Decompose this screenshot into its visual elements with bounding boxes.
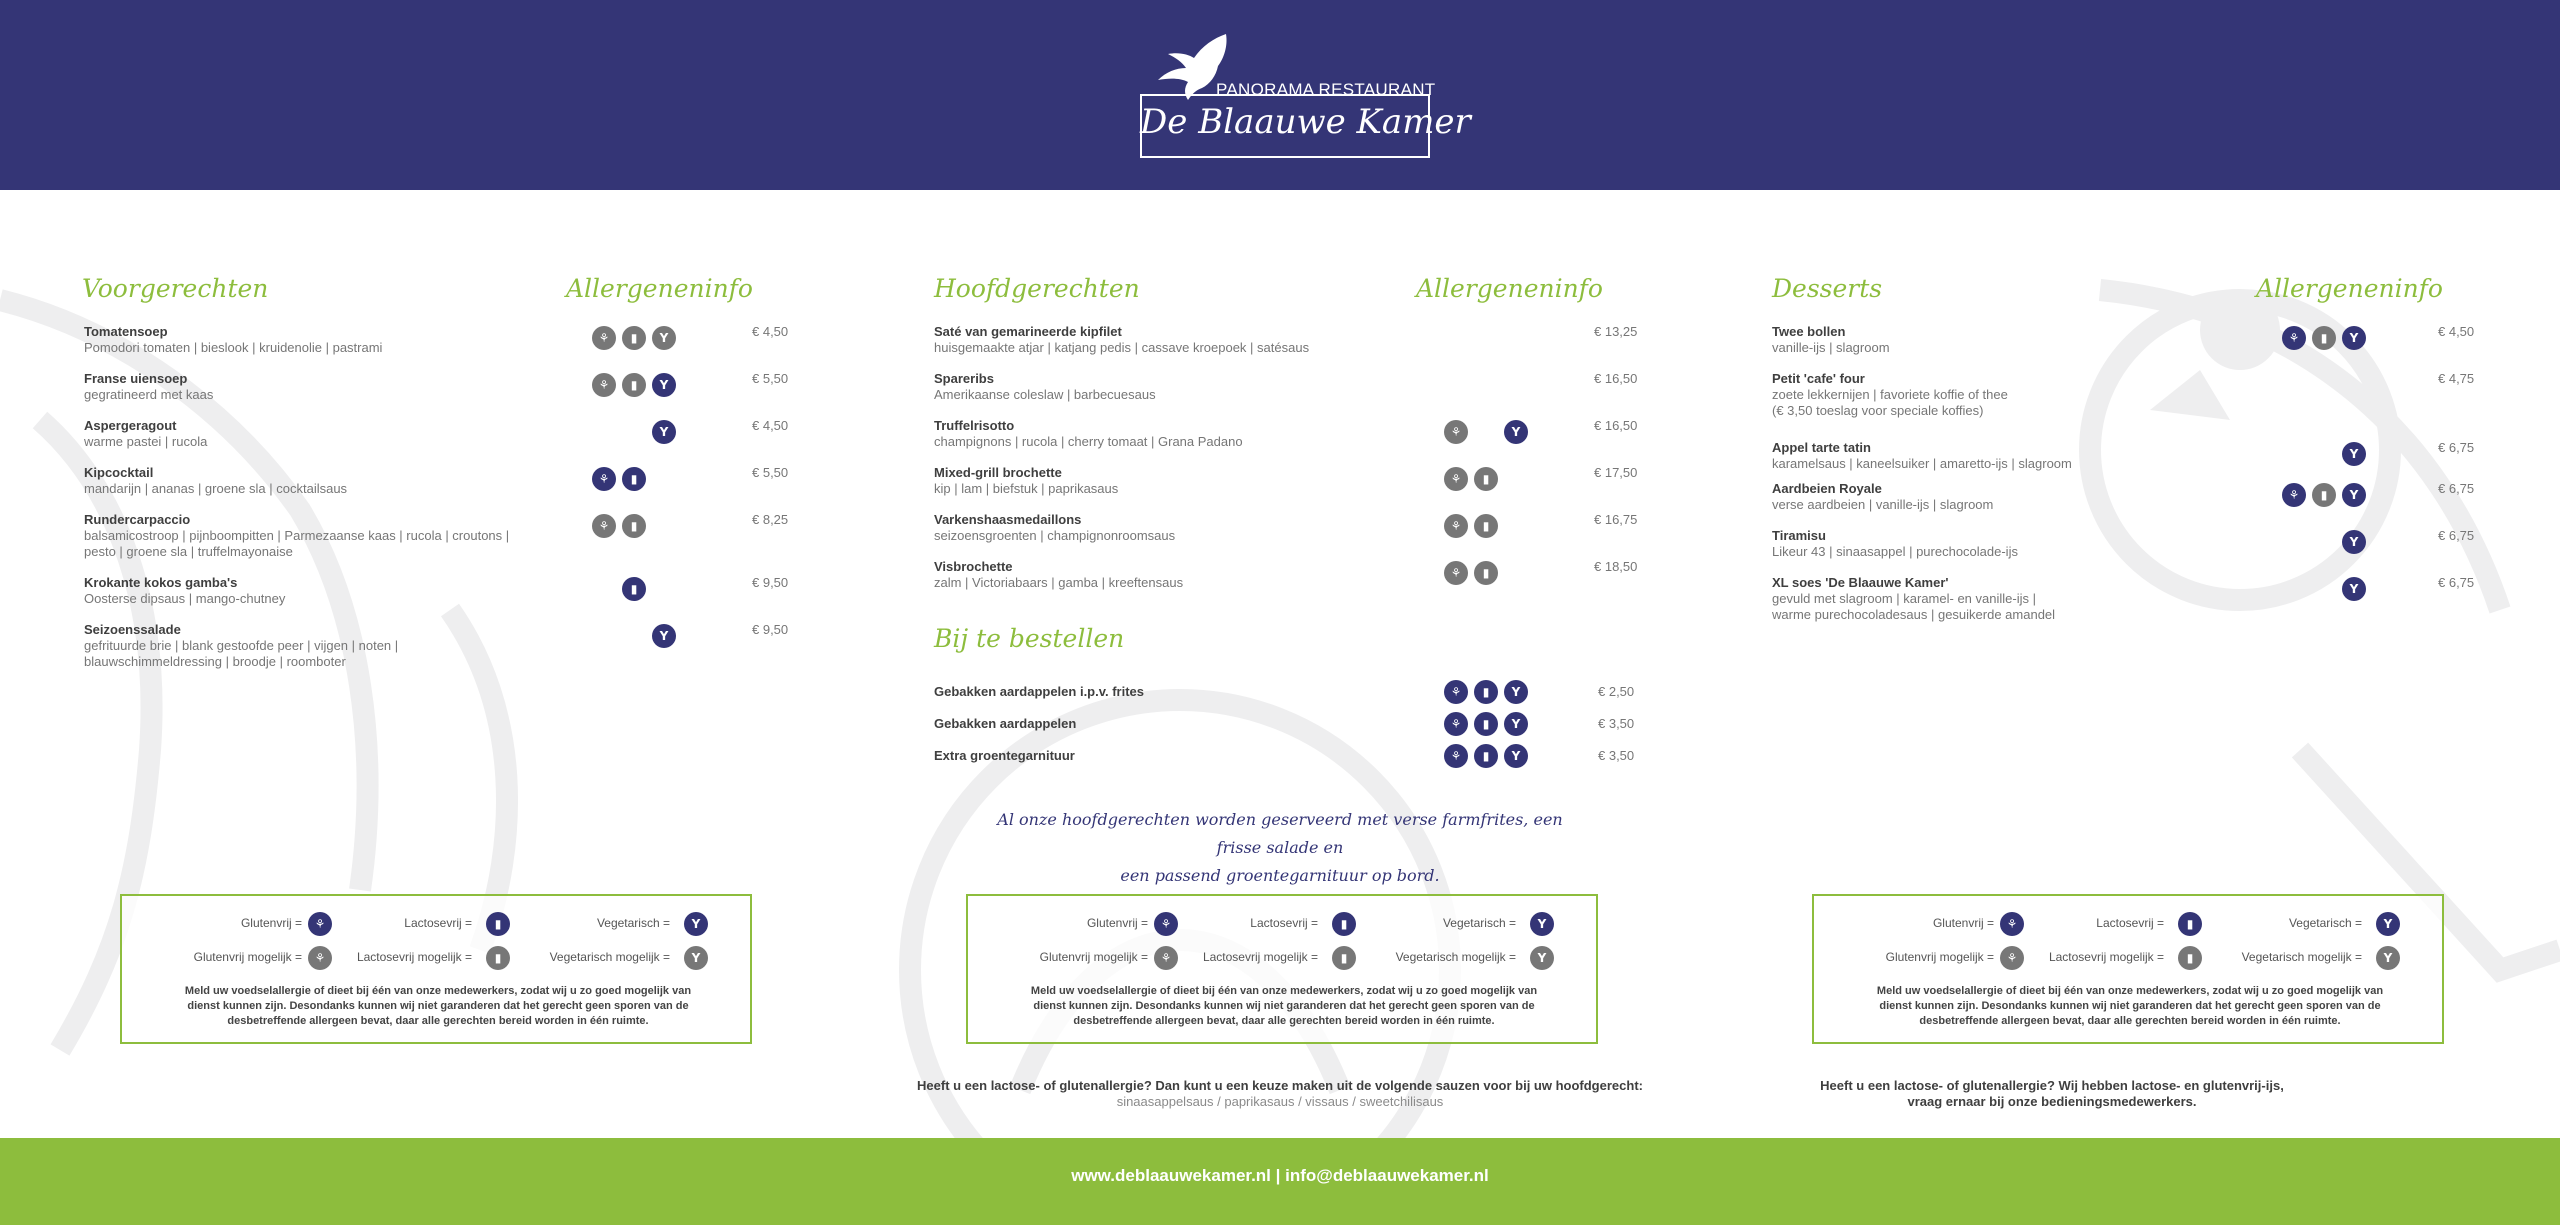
wheat-icon: ⚘ xyxy=(592,467,616,491)
allergen-icons xyxy=(592,326,682,350)
desserts-title: Desserts xyxy=(1772,274,1883,303)
menu-item xyxy=(84,622,398,670)
menu-item-price: € 13,25 xyxy=(1594,324,1638,339)
allergy-disclaimer: Meld uw voedselallergie of dieet bij één van onze medewerkers, zodat wij u zo goed mogelijk van dienst kunnen zijn. Desondanks kunnen wij niet garanderen dat het gerecht geen sporen van de desbetreffende allergeen bevat, daar alle gerechten bereid worden in één ruimte. xyxy=(1030,985,1538,1027)
milk-bottle-icon: ▮ xyxy=(486,946,510,970)
milk-bottle-icon: ▮ xyxy=(1332,912,1356,936)
milk-bottle-icon: ▮ xyxy=(622,514,646,538)
menu-item xyxy=(84,324,382,356)
menu-item xyxy=(1772,371,2008,419)
wheat-icon: ⚘ xyxy=(592,326,616,350)
logo-subtitle: PANORAMA RESTAURANT xyxy=(1216,80,1436,99)
wheat-icon: ⚘ xyxy=(1444,561,1468,585)
legend-label: Lactosevrij mogelijk = xyxy=(356,950,472,964)
menu-item-price: € 16,50 xyxy=(1594,371,1638,386)
legend-label: Lactosevrij = xyxy=(404,916,472,930)
leaf-icon: Y xyxy=(1504,712,1528,736)
side-dish-price: € 3,50 xyxy=(1598,716,1635,731)
legend-label: Vegetarisch mogelijk = xyxy=(549,950,670,964)
wheat-icon: ⚘ xyxy=(308,912,332,936)
allergen-icons xyxy=(2282,483,2372,507)
menu-item xyxy=(1772,324,1890,356)
sauce-note-options: sinaasappelsaus / paprikasaus / vissaus / sweetchilisaus xyxy=(1116,1094,1444,1109)
legend-label: Vegetarisch = xyxy=(596,916,670,930)
menu-item xyxy=(934,512,1175,544)
allergy-disclaimer: Meld uw voedselallergie of dieet bij één van onze medewerkers, zodat wij u zo goed mogelijk van dienst kunnen zijn. Desondanks kunnen wij niet garanderen dat het gerecht geen sporen van de desbetreffende allergeen bevat, daar alle gerechten bereid worden in één ruimte. xyxy=(184,985,692,1027)
menu-item-description: warme purechocoladesaus | gesuikerde amandel xyxy=(1772,607,2056,622)
menu-item-description: kip | lam | biefstuk | paprikasaus xyxy=(934,481,1119,496)
allergen-legend xyxy=(120,894,752,1044)
wheat-icon: ⚘ xyxy=(2000,946,2024,970)
legend-label: Lactosevrij mogelijk = xyxy=(2048,950,2164,964)
leaf-icon: Y xyxy=(2342,577,2366,601)
menu-item-price: € 5,50 xyxy=(752,465,789,480)
milk-bottle-icon: ▮ xyxy=(622,326,646,350)
leaf-icon: Y xyxy=(2342,442,2366,466)
milk-bottle-icon: ▮ xyxy=(1474,712,1498,736)
main-course-note xyxy=(990,806,1570,890)
menu-item xyxy=(1772,481,1993,513)
allergen-icons xyxy=(1444,561,1534,585)
menu-item-description: huisgemaakte atjar | katjang pedis | cassave kroepoek | satésaus xyxy=(934,340,1310,355)
menu-item-description: karamelsaus | kaneelsuiker | amaretto-ijs | slagroom xyxy=(1772,456,2072,471)
milk-bottle-icon: ▮ xyxy=(1474,467,1498,491)
wheat-icon: ⚘ xyxy=(1444,712,1468,736)
leaf-icon: Y xyxy=(2376,946,2400,970)
leaf-icon: Y xyxy=(1504,680,1528,704)
note-line-2: een passend groentegarnituur op bord. xyxy=(1120,866,1440,885)
menu-item-description: Pomodori tomaten | bieslook | kruidenolie | pastrami xyxy=(84,340,383,355)
legend-label: Glutenvrij = xyxy=(1932,916,1994,930)
menu-item xyxy=(84,371,213,403)
wheat-icon: ⚘ xyxy=(1444,744,1468,768)
menu-item-price: € 4,50 xyxy=(2438,324,2475,339)
wheat-icon: ⚘ xyxy=(1444,514,1468,538)
leaf-icon: Y xyxy=(1530,912,1554,936)
menu-item-description: blauwschimmeldressing | broodje | roomboter xyxy=(84,654,346,669)
allergen-icons xyxy=(592,420,682,444)
menu-item-description: champignons | rucola | cherry tomaat | Grana Padano xyxy=(934,434,1243,449)
menu-item-name: Tiramisu xyxy=(1772,528,1826,543)
menu-item-description: zalm | Victoriabaars | gamba | kreeftensaus xyxy=(934,575,1184,590)
menu-item-price: € 4,75 xyxy=(2438,371,2475,386)
legend-label: Glutenvrij mogelijk = xyxy=(1039,950,1148,964)
leaf-icon: Y xyxy=(1530,946,1554,970)
leaf-icon: Y xyxy=(652,420,676,444)
menu-item-price: € 9,50 xyxy=(752,575,789,590)
footer-bar xyxy=(0,1138,2560,1225)
allergen-icons xyxy=(592,624,682,648)
menu-item xyxy=(84,512,509,560)
menu-item xyxy=(1772,440,2072,472)
menu-item-description: gevuld met slagroom | karamel- en vanille-ijs | xyxy=(1772,591,2036,606)
menu-item-description: pesto | groene sla | truffelmayonaise xyxy=(84,544,293,559)
milk-bottle-icon: ▮ xyxy=(1474,680,1498,704)
starters-allergen-title: Allergeneninfo xyxy=(566,274,753,303)
milk-bottle-icon: ▮ xyxy=(2312,326,2336,350)
legend-label: Lactosevrij = xyxy=(1250,916,1318,930)
menu-item-description: Oosterse dipsaus | mango-chutney xyxy=(84,591,286,606)
ice-cream-note-line-1: Heeft u een lactose- of glutenallergie? Wij hebben lactose- en glutenvrij-ijs, xyxy=(1820,1078,2284,1093)
milk-bottle-icon: ▮ xyxy=(622,577,646,601)
wheat-icon: ⚘ xyxy=(2282,326,2306,350)
milk-bottle-icon: ▮ xyxy=(1474,561,1498,585)
leaf-icon: Y xyxy=(652,624,676,648)
menu-item-name: Twee bollen xyxy=(1772,324,1846,339)
legend-label: Glutenvrij mogelijk = xyxy=(1885,950,1994,964)
mains-allergen-title: Allergeneninfo xyxy=(1416,274,1603,303)
header-banner xyxy=(0,0,2560,190)
allergen-icons xyxy=(2282,326,2372,350)
menu-item-name: Mixed-grill brochette xyxy=(934,465,1062,480)
menu-item-description: Amerikaanse coleslaw | barbecuesaus xyxy=(934,387,1156,402)
menu-item-price: € 16,50 xyxy=(1594,418,1638,433)
starters-title: Voorgerechten xyxy=(82,274,269,303)
milk-bottle-icon: ▮ xyxy=(486,912,510,936)
wheat-icon: ⚘ xyxy=(2000,912,2024,936)
menu-item-name: Rundercarpaccio xyxy=(84,512,191,527)
menu-item-description: gefrituurde brie | blank gestoofde peer | vijgen | noten | xyxy=(84,638,399,653)
allergen-icons xyxy=(592,373,682,397)
milk-bottle-icon: ▮ xyxy=(2178,912,2202,936)
menu-item-description: Likeur 43 | sinaasappel | purechocolade-ijs xyxy=(1772,544,2018,559)
leaf-icon: Y xyxy=(2376,912,2400,936)
menu-item-price: € 6,75 xyxy=(2438,440,2475,455)
milk-bottle-icon: ▮ xyxy=(622,373,646,397)
allergen-icons xyxy=(2282,442,2372,466)
legend-label: Vegetarisch = xyxy=(1442,916,1516,930)
wheat-icon: ⚘ xyxy=(1444,680,1468,704)
menu-item-name: Krokante kokos gamba's xyxy=(84,575,238,590)
allergen-icons xyxy=(592,467,682,491)
menu-item xyxy=(934,559,1183,591)
side-dish-price: € 3,50 xyxy=(1598,748,1635,763)
menu-item-price: € 4,50 xyxy=(752,418,789,433)
menu-item-description: mandarijn | ananas | groene sla | cocktailsaus xyxy=(84,481,348,496)
allergen-legend xyxy=(1812,894,2444,1044)
allergy-disclaimer: Meld uw voedselallergie of dieet bij één van onze medewerkers, zodat wij u zo goed mogelijk van dienst kunnen zijn. Desondanks kunnen wij niet garanderen dat het gerecht geen sporen van de desbetreffende allergeen bevat, daar alle gerechten bereid worden in één ruimte. xyxy=(1876,985,2384,1027)
menu-item-name: Seizoenssalade xyxy=(84,622,181,637)
menu-item-price: € 6,75 xyxy=(2438,575,2475,590)
leaf-icon: Y xyxy=(652,326,676,350)
leaf-icon: Y xyxy=(684,946,708,970)
menu-item-name: Appel tarte tatin xyxy=(1772,440,1871,455)
leaf-icon: Y xyxy=(2342,530,2366,554)
allergen-icons xyxy=(1444,744,1534,768)
leaf-icon: Y xyxy=(684,912,708,936)
footer-contact-link[interactable]: www.deblaauwekamer.nl | info@deblaauwekamer.nl xyxy=(1071,1166,1489,1185)
desserts-allergen-title: Allergeneninfo xyxy=(2256,274,2443,303)
side-dish-name: Gebakken aardappelen i.p.v. frites xyxy=(934,684,1145,699)
menu-item-name: Visbrochette xyxy=(934,559,1013,574)
milk-bottle-icon: ▮ xyxy=(1474,514,1498,538)
leaf-icon: Y xyxy=(1504,744,1528,768)
menu-item-name: XL soes 'De Blaauwe Kamer' xyxy=(1772,575,1949,590)
menu-item-name: Aardbeien Royale xyxy=(1772,481,1882,496)
menu-item-price: € 18,50 xyxy=(1594,559,1638,574)
menu-item-name: Saté van gemarineerde kipfilet xyxy=(934,324,1122,339)
legend-label: Vegetarisch mogelijk = xyxy=(2241,950,2362,964)
menu-item-price: € 9,50 xyxy=(752,622,789,637)
menu-item-description: vanille-ijs | slagroom xyxy=(1772,340,1890,355)
sauce-note xyxy=(880,1078,1680,1110)
milk-bottle-icon: ▮ xyxy=(2178,946,2202,970)
menu-item-price: € 5,50 xyxy=(752,371,789,386)
wheat-icon: ⚘ xyxy=(2282,483,2306,507)
menu-item-name: Aspergeragout xyxy=(84,418,177,433)
allergen-icons xyxy=(1444,680,1534,704)
menu-item-description: zoete lekkernijen | favoriete koffie of thee xyxy=(1772,387,2008,402)
leaf-icon: Y xyxy=(2342,483,2366,507)
menu-item-description: gegratineerd met kaas xyxy=(84,387,214,402)
note-line-1: Al onze hoofdgerechten worden geserveerd met verse farmfrites, een frisse salade en xyxy=(997,810,1563,857)
menu-item xyxy=(934,465,1118,497)
allergen-legend xyxy=(966,894,1598,1044)
menu-item-price: € 4,50 xyxy=(752,324,789,339)
legend-label: Lactosevrij = xyxy=(2096,916,2164,930)
menu-item xyxy=(84,418,207,450)
menu-item-description: (€ 3,50 toeslag voor speciale koffies) xyxy=(1772,403,1984,418)
leaf-icon: Y xyxy=(1504,420,1528,444)
legend-label: Glutenvrij = xyxy=(240,916,302,930)
mains-title: Hoofdgerechten xyxy=(934,274,1140,303)
legend-label: Vegetarisch = xyxy=(2288,916,2362,930)
menu-item-price: € 8,25 xyxy=(752,512,789,527)
wheat-icon: ⚘ xyxy=(1444,420,1468,444)
side-dish-name: Extra groentegarnituur xyxy=(934,748,1075,763)
allergen-icons xyxy=(1444,420,1534,444)
allergen-icons xyxy=(2282,577,2372,601)
wheat-icon: ⚘ xyxy=(1444,467,1468,491)
side-dishes-title: Bij te bestellen xyxy=(934,624,1125,653)
leaf-icon: Y xyxy=(652,373,676,397)
menu-item-price: € 6,75 xyxy=(2438,481,2475,496)
wheat-icon: ⚘ xyxy=(308,946,332,970)
menu-item xyxy=(84,465,347,497)
milk-bottle-icon: ▮ xyxy=(1332,946,1356,970)
milk-bottle-icon: ▮ xyxy=(622,467,646,491)
ice-cream-note-line-2: vraag ernaar bij onze bedieningsmedewerkers. xyxy=(1907,1094,2197,1109)
logo-name: De Blaauwe Kamer xyxy=(1140,102,1471,142)
menu-item-description: seizoensgroenten | champignonroomsaus xyxy=(934,528,1176,543)
ice-cream-note xyxy=(1732,1078,2372,1110)
menu-item-price: € 6,75 xyxy=(2438,528,2475,543)
legend-label: Glutenvrij = xyxy=(1086,916,1148,930)
restaurant-logo[interactable] xyxy=(1140,32,1471,158)
menu-item-price: € 16,75 xyxy=(1594,512,1638,527)
menu-item-description: warme pastei | rucola xyxy=(84,434,208,449)
menu-item xyxy=(1772,528,2018,560)
wheat-icon: ⚘ xyxy=(1154,912,1178,936)
side-dish-name: Gebakken aardappelen xyxy=(934,716,1077,731)
menu-item xyxy=(84,575,285,607)
leaf-icon: Y xyxy=(2342,326,2366,350)
menu-item-name: Petit 'cafe' four xyxy=(1772,371,1865,386)
allergen-icons xyxy=(1444,514,1534,538)
sauce-note-question: Heeft u een lactose- of glutenallergie? Dan kunt u een keuze maken uit de volgende sauzen voor bij uw hoofdgerecht: xyxy=(917,1078,1643,1093)
menu-item-description: verse aardbeien | vanille-ijs | slagroom xyxy=(1772,497,1994,512)
allergen-icons xyxy=(1444,467,1534,491)
allergen-icons xyxy=(2282,530,2372,554)
menu-item xyxy=(934,418,1243,450)
menu-item-name: Varkenshaasmedaillons xyxy=(934,512,1082,527)
menu-item-name: Spareribs xyxy=(934,371,994,386)
legend-label: Glutenvrij mogelijk = xyxy=(193,950,302,964)
wheat-icon: ⚘ xyxy=(1154,946,1178,970)
legend-label: Lactosevrij mogelijk = xyxy=(1202,950,1318,964)
menu-item-name: Tomatensoep xyxy=(84,324,168,339)
legend-label: Vegetarisch mogelijk = xyxy=(1395,950,1516,964)
milk-bottle-icon: ▮ xyxy=(2312,483,2336,507)
menu-item-name: Franse uiensoep xyxy=(84,371,188,386)
menu-item xyxy=(1772,575,2055,623)
menu-item-name: Kipcocktail xyxy=(84,465,154,480)
menu-item xyxy=(934,371,1156,403)
milk-bottle-icon: ▮ xyxy=(1474,744,1498,768)
menu-item-description: balsamicostroop | pijnboompitten | Parmezaanse kaas | rucola | croutons | xyxy=(84,528,510,543)
menu-item xyxy=(934,324,1309,356)
allergen-icons xyxy=(1444,712,1534,736)
wheat-icon: ⚘ xyxy=(592,514,616,538)
menu-item-name: Truffelrisotto xyxy=(934,418,1015,433)
wheat-icon: ⚘ xyxy=(592,373,616,397)
allergen-icons xyxy=(592,514,682,538)
allergen-icons xyxy=(592,577,682,601)
menu-item-price: € 17,50 xyxy=(1594,465,1638,480)
side-dish-price: € 2,50 xyxy=(1598,684,1635,699)
